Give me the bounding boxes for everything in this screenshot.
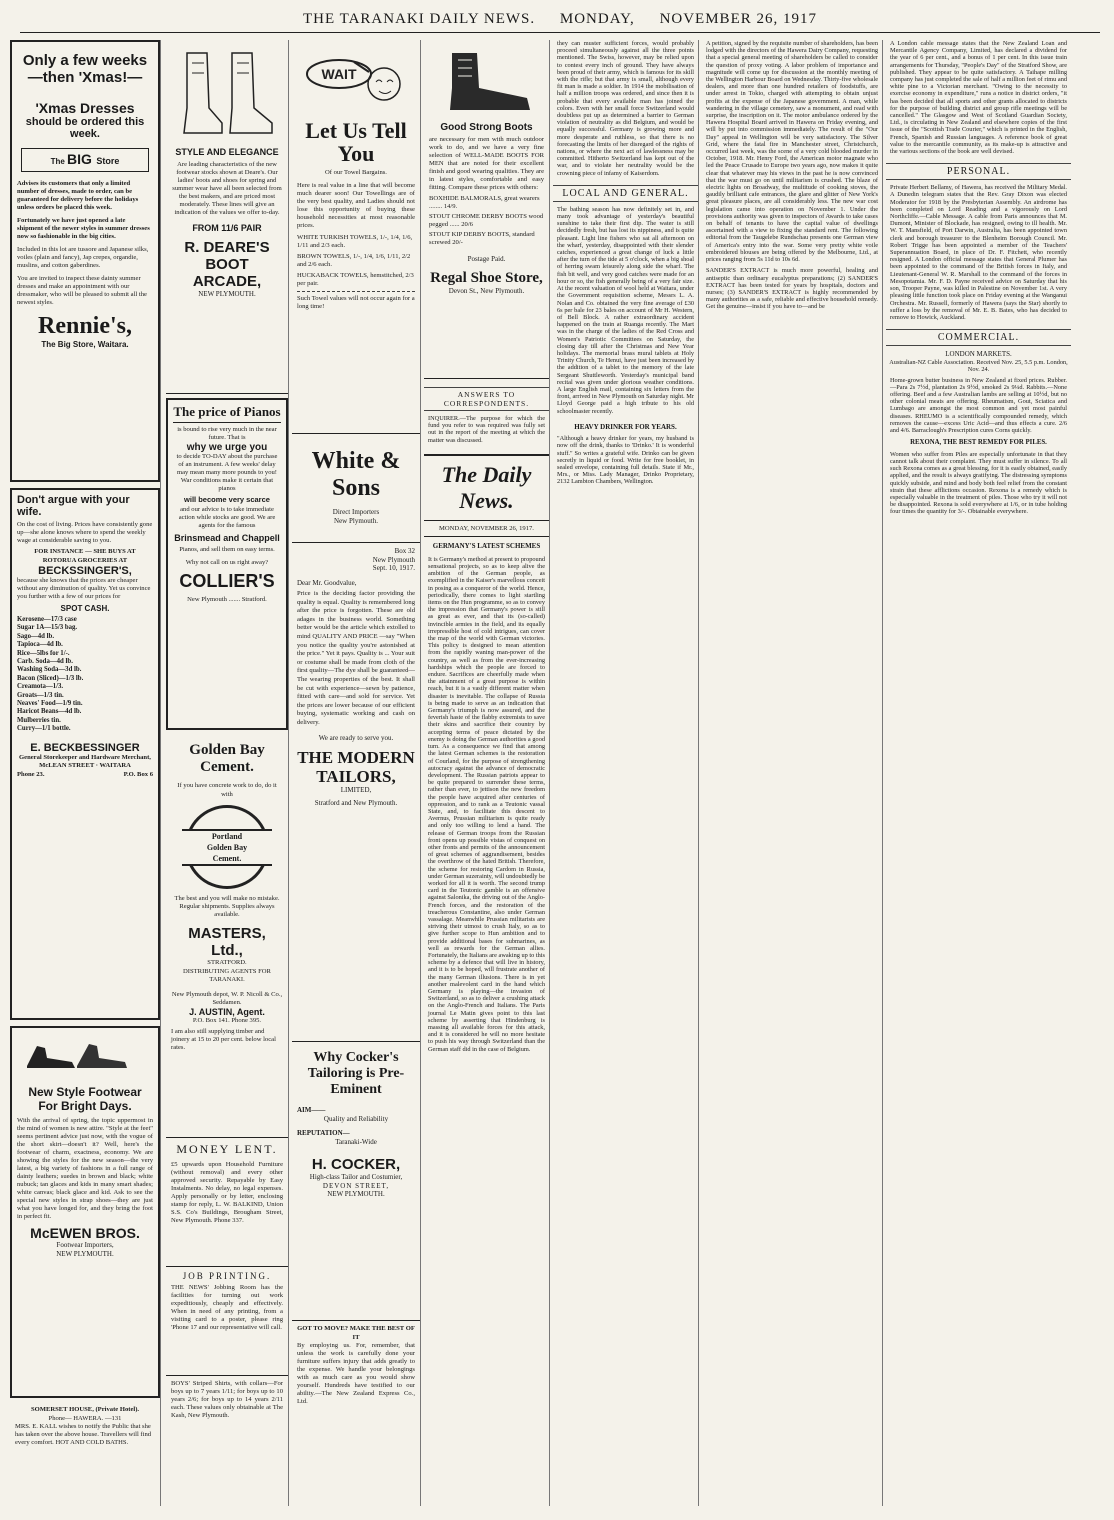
golden-bay-body: If you have concrete work to do, do it with — [177, 782, 277, 798]
argue-headline: Don't argue with your wife. — [17, 494, 130, 518]
daily-news-masthead — [424, 454, 549, 521]
letter-date: Sept. 10, 1917. — [372, 564, 415, 572]
towel-list — [297, 234, 415, 288]
deare-ad — [166, 40, 288, 394]
footwear-body: With the arrival of spring, the topic uppermost in the mind of women is new attire. "Style at the feet" seems pertinent advice just now, with the vogue of the short skirt—doesn't it? Well, here's the footwear of charm, exactness, economy. We are showing the styles for the new season—the very latest, a big variety of fashions in a full range of dainty leathers; suedes in brown and black; white nubuck; tan glaces and kids in many smart shades; white canvas; black glace and kid. Ask to see the special new styles in strap shoes—they are just what you have longed for, and they bring the foot in perfect fit. — [17, 1117, 153, 1220]
cable-line: Australian-NZ Cable Association. Received Nov. 25, 5.5 p.m. London, Nov. 24. — [889, 358, 1068, 374]
golden-bay-logo-text: Portland Golden Bay Cement. — [182, 829, 272, 866]
price-item: Bacon (Sliced)—1/3 lb. — [17, 674, 84, 682]
boys-shirts-body: BOYS' Striped Shirts, with collars—For boys up to 7 years 1/11; for boys up to 10 years 2/6; for boys up to 14 years 2/11 each. These values only obtainable at The Kash, New Plymouth. — [171, 1380, 283, 1419]
price-item: Rice—5lbs for 1/-. — [17, 649, 70, 657]
let-us-tell-you: Let Us Tell You — [305, 118, 407, 166]
beckbessinger-box: P.O. Box 6 — [123, 770, 153, 778]
boys-shirts-ad — [166, 1376, 288, 1424]
cocker-headline: Why Cocker's Tailoring is Pre-Eminent — [307, 1050, 405, 1097]
style-headline: STYLE AND ELEGANCE — [175, 147, 279, 157]
postage-paid: Postage Paid. — [467, 255, 506, 263]
price-item: Kerosene—17/3 case — [17, 616, 77, 623]
boots-item: STOUT CHROME DERBY BOOTS wood pegged ...... 20/6 — [429, 213, 544, 228]
got-to-move-headline: GOT TO MOVE? MAKE THE BEST OF IT — [297, 1325, 415, 1341]
price-from: FROM 11/6 PAIR — [192, 223, 262, 233]
modern-tailors-ad — [292, 543, 420, 1042]
white-sons-town: New Plymouth. — [334, 516, 378, 525]
austin-body: I am also still supplying timber and joinery at 15 to 20 per cent. below local rates. — [171, 1028, 276, 1051]
beckbessinger-address: McLEAN STREET · WAITARA — [39, 762, 131, 770]
brinsmead-sub: Pianos, and sell them on easy terms. — [179, 546, 275, 553]
boots-item: STOUT KIP DERBY BOOTS, standard screwed 20/- — [429, 231, 535, 246]
xmas-headline-1: Only a few weeks — [22, 52, 148, 69]
price-item: Groats—1/3 tin. — [17, 691, 64, 699]
letter-box: Box 32 — [394, 547, 415, 555]
column-7-body-1: A London cable message states that the New Zealand Loan and Mercantile Agency Company, Limited, has declared a dividend for the year of 6 per cent., and a bonus of 1 per cent. In this issue train arrangements for Thursday, "People's Day" of the Stratford Show, are published. They appear to be quite satisfactory. A Taihape milling company has just completed the sale of half a million feet of rimu and white pine to a Victorian merchant. "Owing to the necessity to exercise economy in expenditure," runs a notice in district orders, "it has been decided that all sports and other grants allocated to districts for the purpose of building district and group rifle meetings will be cancelled." The Glasgow and West of Scotland Guardian Society, Ltd., is circulating in New Zealand and elsewhere copies of the first issue of the "Scottish Trade Courier," which is printed in the English, French, Spanish and Russian languages. A reference book of great value to the mercantile community, as its make-up is attractive and the various sections of the book are well devised. — [890, 40, 1067, 156]
somerset-house-ad — [10, 1402, 160, 1451]
column-3 — [292, 40, 421, 1506]
daily-news-date: MONDAY, NOVEMBER 26, 1917. — [424, 525, 549, 538]
colliers-towns: New Plymouth ....... Stratford. — [187, 596, 267, 603]
brinsmead-chappell: Brinsmead and Chappell — [174, 533, 280, 543]
heavy-drinker-heading: HEAVY DRINKER FOR YEARS. — [574, 422, 677, 431]
masthead — [20, 6, 1100, 33]
colliers-name: COLLIER'S — [179, 571, 275, 591]
masthead-date: NOVEMBER 26, 1917 — [659, 11, 817, 27]
masters-agents: DISTRIBUTING AGENTS FOR TARANAKI. — [183, 967, 271, 983]
golden-bay-cement-ad — [166, 734, 288, 1138]
white-sons-name: White & Sons — [311, 448, 401, 501]
london-markets: LONDON MARKETS. — [945, 350, 1012, 359]
boots-list — [429, 195, 544, 247]
colliers-ad — [166, 398, 288, 730]
letter-body: Price is the deciding factor providing the quality is equal. Quality is remembered long after the price is forgotten. These are old adages in the business world. Something better would be the article which extolled to mind QUALITY AND PRICE —say "When you notice the quality you're astonished at the price." Yet it pays. Quality is ... Your suit or costume shall be made from cloth of the first quality—The dye shall be guaranteed—The wearing properties of the best. It shall be cut with experience—sewn by patience, fitted with care—and sold for service. Yet the prices are lower because of our efficient buying, systematic working and cash on delivery. — [297, 590, 415, 726]
price-list — [17, 616, 153, 734]
heavy-drinker-body: "Although a heavy drinker for years, my husband is now off the drink, thanks to 'Drinko.' It is wonderful stuff." So writes a grateful wife. Drinko can be given secretly in liquid or food. Write for free booklet, in sealed envelope, containing full details. State if Mr., Mrs., or Miss. Lady Manager, Drinko Proprietary, 2132 Lambton Chambers, Wellington. — [557, 435, 694, 486]
got-to-move-body: By employing us. For, remember, that unless the work is carefully done your furniture suffers injury that adds greatly to the expense. We handle your belongings with as much care as you would show yourself. Hundreds have testified to our ability.—The New Zealand Express Co., Ltd. — [297, 1342, 415, 1405]
beckbessinger-contact — [17, 771, 153, 780]
mcewen-town: NEW PLYMOUTH. — [56, 1249, 114, 1258]
answers-body: INQUIRER.—The purpose for which the fund you refer to was required was fully set out in the report of the meeting at which the matter was discussed. — [428, 415, 545, 444]
piano-body-1: is bound to rise very much in the near future. That is — [177, 426, 277, 441]
style-body: Are leading characteristics of the new footwear stocks shown at Deare's. Our ladies' boots and shoes for spring and summer wear have all been selected from the best makers, and are priced most moderately. These lines will give an indication of the values we offer to-day. — [172, 161, 282, 216]
beckbessinger-body: because she knows that the prices are cheaper without any diminution of quality. Yet us convince you further with a few of our prices for — [17, 577, 151, 600]
boots-headline: Good Strong Boots — [440, 122, 533, 133]
daily-news-title: The Daily News. — [441, 461, 532, 513]
beckbessinger-phone: Phone 23. — [17, 770, 45, 778]
letter-close: We are ready to serve you. — [318, 733, 394, 742]
towel-body: Here is real value in a line that will become much dearer soon! Our Towellings are of the very best quality, and Ladies should not lose this opportunity of buying these household necessities at most reasonable prices. — [297, 181, 415, 229]
job-printing-headline: JOB PRINTING. — [182, 1271, 272, 1281]
footwear-headline: New Style Footwear For Bright Days. — [28, 1085, 142, 1113]
masthead-title: THE TARANAKI DAILY NEWS. — [303, 11, 536, 27]
modern-tailors-ltd: LIMITED, — [340, 786, 372, 794]
money-lent-headline: MONEY LENT. — [176, 1142, 278, 1156]
regal-shoe-store-ad — [424, 40, 549, 379]
letter-place: New Plymouth — [372, 555, 415, 564]
rexona-body: Women who suffer from Piles are especially unfortunate in that they cannot talk about their complaint. They must suffer in silence. To all such Rexona comes as a great blessing, for it is easily obtained, easily applied, and the result is always gratifying. The distressing symptoms quickly subside, and mind and body both feel relief from the constant strain that these afflictions occasion. Rexona is a remedy which is especially valuable in the treatment of piles. Those who try it will not be disappointed. Rexona is sold everywhere at 1/6, or in tube holding four times the quantity for 3/-. Obtainable everywhere. — [890, 450, 1067, 516]
wait-label: WAIT — [321, 66, 356, 82]
reputation-sub: Taranaki-Wide — [335, 1137, 377, 1146]
column-6-body-1: A petition, signed by the requisite number of shareholders, has been lodged with the directors of the Hawera Dairy Company, requesting that a special general meeting of shareholders be called to consider the question of proxy voting. A labor problem of importance and magnitude will come up for discussion at the monthly meeting of the Wellington Harbour Board on Wednesday. Thirty-five wholesale dealers, and more than one hundred retailers of foodstuffs, are under arrest in Tokio, charged with attempting to obtain unjust profits at the expense of the Japanese government. A man, while wandering in the village cemetery, saw a monument, and read with surprise, the inscription on it. The motor ambulance ordered by the Hawera Hospital Board arrived in Hawera on Friday evening, and will by put into commission immediately. The result of the "Our Day" appeal in Wellington will be very satisfactory. The Silver Grid, where the fatal fire in Manchester street, Christchurch, occurred last week, was the scene of a very cold blooded murder in October, 1918. Mr. Henry Ford, the American motor magnate who led the Peace Crusade to Europe two years ago, now makes it quite clear that whatever may his views in the past he is now convinced that the war must go on until militarism is crushed. The blaze of electric lights on Broadway, the multitude of cooking stoves, the gaudily brilliant cafe entrances, the glare and glitter of New York's great pleasure places, are all considerably less. The new war cost legislation came into operation on November 1. Under the provisions authority was given to inspectors of Awards to take cases on behalf of tenants to have the capital value of dwellings ascertained with a view to fixing the standard rent. The following editorial from the Taugelebe Rundschau presents one German view of America's entry into the war. Some very pretty white voile embroidered blouses are being offered by the Melbourne, Ltd., at prices ranging from 5s 11d to 10s 6d. — [706, 40, 878, 264]
xmas-headline-2: —then 'Xmas!— — [27, 69, 143, 86]
rexona-heading: REXONA, THE BEST REMEDY FOR PILES. — [910, 439, 1047, 447]
modern-tailors-name: THE MODERN TAILORS, — [297, 748, 415, 786]
masters-name: MASTERS, Ltd., — [188, 925, 266, 959]
price-item: Curry—1/1 bottle. — [17, 725, 71, 733]
aim-sub: Quality and Reliability — [323, 1114, 389, 1123]
germany-body: It is Germany's method at present to propound sensational projects, so as to keep alive the ambition of the German people, as exemplified in the Kaiser's marvellous conceit in posing as a conqueror of the world. Hence, periodically, there comes to light startling items on the Hun programme, so as to convey the impression that Germany's power is still as great as ever, and that its (so-called) invincible armies in the field, and its equally irrepressible host of cold intrigues, can cover the map of the world with German victories. This policy is designed to mean attention from the rapidly waning man-power of the country, as well as from the ever-increasing hardships which the people are forced to endure. Sacrifices are cheerfully made when the attainment of a great purpose is within reach, but it is a vastly different matter when disaster is inevitable. The collapse of Russia is being made to serve as an indication that Germany's triumph is now assured, and the feverish haste of the flabby extremists to save their skins and sacrifice their country by accepting terms of peace dictated by the enemy is doing the German authorities a good turn. As a consequence we find that among the latest German schemes is the restoration of Courland, for the purpose of strengthening autocracy against the advance of democratic development. The Russian patriots appear to be quite prepared to surrender these terms, rather than ever, to jettison the new freedom the people have acquired after centuries of oppression, and to rank as a Teutonic vassal State, and, to facilitate this descent to Avernus, Prussian militarism is quite ready and only too willing to lend a hand. The release of German troops from the Russian front opens up possible vistas of conquest on other fronts and permits of the announcement of great schemes of aggrandisement, besides the overthrow of the hated British. Therefore, the scheme for restoring Cardom in Russia, under German suzerainty, will undoubtedly be worked for all it is worth. The second trump card in the Teutonic gamble is an offensive against Salonika, the driving out of the Anglo-French forces, and the restoration of the treacherous Constantine, also under German vassalage. Meanwhile Prussian militarists are striving their utmost to crush Italy, so as to give further scope to Hun ambition and to provide additional bases for submarines, as well as rewards for the German allies. Fortunately, the Italians are awaking up to this scheme by a defence that will live in history, and it is to be hoped, will frustrate another of the many German illusions. There is in yet another malevolent card in the hand which Germany is playing—the invasion of Switzerland, so as to deliver a crushing attack on the Anglo-French and Italians. The Paris journal Le Matin gives point to this last scheme by asserting that Hindenburg is massing all available forces for this attack, and it is considered he will no more hesitate to push his way through Switzerland than the German staff did in the case of Belgium. — [428, 555, 545, 1053]
money-lent-ad — [166, 1138, 288, 1267]
beckbessinger-name: E. BECKBESSINGER — [30, 741, 140, 754]
xmas-dresses-heading: 'Xmas Dresses — [35, 100, 135, 116]
boots-item: BOXHIDE BALMORALS, great wearers ........ 14/9. — [429, 195, 540, 210]
wait-illustration-icon — [299, 44, 414, 119]
golden-bay-logo — [185, 805, 269, 889]
piano-why: why we urge you — [186, 442, 268, 453]
regal-town: Devon St., New Plymouth. — [448, 286, 525, 295]
price-item: Tapioca—4d lb. — [17, 641, 63, 649]
mcewen-sub: Footwear Importers, — [56, 1241, 114, 1249]
golden-bay-best: The best and you will make no mistake. Regular shipments. Supplies always available. — [174, 895, 280, 918]
white-sons-sub: Direct Importers — [332, 508, 380, 516]
spot-cash: SPOT CASH. — [60, 604, 110, 613]
invited-text: You are invited to inspect these dainty summer dresses and make an appointment with our dressmaker, who will be pleased to submit all the newest styles. — [17, 275, 147, 306]
somerset-line: Phone— HAWERA. —131 — [48, 1414, 122, 1422]
rennies-ad — [10, 40, 160, 482]
price-item: Creamota—1/3. — [17, 683, 64, 691]
column-2 — [166, 40, 289, 1506]
commercial-body: Home-grown butter business in New Zealand at fixed prices. Rubber.—Para 2s 7½d, plantation 2s 9½d, smoked 2s 9¼d. Rabbits.—None offering. Beef and a few Australian lambs are selling at 10½d, but no other colonial meats are offering. Rheumatism, Gout, Sciatica and Lumbago are amongst the most common and yet most painful diseases. RHEUMO is a scientifically compounded remedy, which removes the cause—excess Uric Acid—and thus effects a cure. 2/6 and 4/6. Barraclough's Prescription cures Corns quickly. — [890, 376, 1067, 435]
argue-body: On the cost of living. Prices have consistently gone up—she alone knows where to spend the weekly wage at considerable saving to you. — [17, 521, 153, 544]
local-general-heading: LOCAL AND GENERAL. — [553, 185, 698, 202]
column-4 — [424, 40, 550, 1506]
towel-item: HUCKABACK TOWELS, hemstitched, 2/3 per pair. — [297, 271, 414, 287]
beckbessinger-big: BECKSSINGER'S, — [38, 565, 132, 577]
letter-salutation: Dear Mr. Goodvalue, — [297, 578, 357, 587]
reputation-label: REPUTATION— — [297, 1129, 350, 1137]
cocker-town: NEW PLYMOUTH. — [327, 1190, 385, 1198]
austin-name: J. AUSTIN, Agent. — [189, 1006, 265, 1017]
beckbessinger-trade: General Storekeeper and Hardware Merchant, — [19, 753, 151, 761]
xmas-order-note: should be ordered this week. — [25, 116, 145, 140]
price-item: Mulberries tin. — [17, 716, 61, 724]
job-printing-body: THE NEWS' Jobbing Room has the facilities for turning out work expeditiously, cheaply and effectively. When in need of any printing, from a visiting card to a poster, please ring 'Phone 17 and our representative will call. — [171, 1284, 283, 1331]
masthead-day: MONDAY, — [559, 11, 635, 27]
aim-label: AIM—— — [297, 1106, 326, 1114]
advises-text: Advises its customers that only a limited number of dresses, made to order, can be guaranteed for delivery before the holidays unless orders be placed this week. — [17, 180, 139, 211]
towel-item: WHITE TURKISH TOWELS, 1/-, 1/4, 1/6, 1/11 and 2/3 each. — [297, 233, 413, 249]
rennies-sub: The Big Store, Waitara. — [41, 340, 129, 349]
job-printing-ad — [166, 1267, 288, 1376]
personal-heading: PERSONAL. — [886, 163, 1071, 180]
beckbessinger-ad — [10, 488, 160, 1020]
deare-town: NEW PLYMOUTH. — [198, 290, 256, 298]
big-store-logo: The BIG Store — [21, 148, 149, 172]
towel-note: Such Towel values will not occur again for a long time! — [297, 294, 415, 310]
masters-depot: New Plymouth depot, W. P. Nicoll & Co., Seddamen. — [171, 990, 283, 1006]
germany-heading: GERMANY'S LATEST SCHEMES — [432, 542, 541, 551]
column-5-body-2: The bathing season has now definitely set in, and many took advantage of yesterday's beautiful sunshine to take their first dip. The water is still decidedly fresh, but has lost its nippiness, and is quite pleasant. Light line fishers who sat all afternoon on the wharf, yesterday, disappointed with their slender catches, experienced a great change of luck a little after the turn of the tide at 5 o'clock, when a big shoal of herring swam leisurely along side the wharf. The fish bit well, and very good catches were made for an hour or so, the fish generally being of a very fair size. At the recent valuation of wool held at Waitara, under the Government requisition scheme, Messrs L. A. Nolan and Co. obtained the very fine average of £30 6s per bale for 23 bales on account of Mr H. Western, of Bell Block. A rather extraordinary accident happened on the train at Ruanga recently. The Mart was in the charge of the ladies of the Red Cross and Women's Patriotic Committees on Saturday, the closing day till after the Christmas and New Year holidays. The memorial brass mural tablets at Holy Trinity Church, Te Henui, have just been increased by the addition of a tablet to the memory of the late Sergeant Shuttleworth. Yesterday's municipal band recital was given under glorious weather conditions. A large English mail, containing six letters from the front, arrived in New Plymouth on Saturday night. Mr Lloyd George paid a high tribute to his old schoolmaster recently. — [557, 205, 694, 415]
included-text: Included in this lot are tussore and Japanese silks, voiles (plain and fancy), Jap crepes, organdie, muslins, and cotton gaberdines. — [17, 246, 149, 269]
answers-heading: ANSWERS TO CORRESPONDENTS. — [424, 387, 549, 411]
masters-town: STRATFORD. — [207, 959, 247, 966]
column-7 — [886, 40, 1071, 1506]
price-item: Haricot Beans—4d lb. — [17, 708, 82, 716]
golden-bay-headline: Golden Bay Cement. — [189, 742, 265, 775]
white-sons-name-block — [292, 434, 420, 543]
piano-headline: The price of Pianos — [173, 404, 281, 423]
price-item: Carb. Soda—4d lb. — [17, 658, 73, 666]
cocker-name: H. COCKER, — [311, 1156, 401, 1173]
got-to-move-ad — [292, 1321, 420, 1410]
column-6 — [702, 40, 883, 1506]
mcewen-ad — [10, 1026, 160, 1398]
fortunately-text: Fortunately we have just opened a late shipment of the newer styles in summer dresses now so fashionable in the big cities. — [17, 217, 150, 240]
cocker-ad — [292, 1042, 420, 1321]
price-item: Washing Soda—3d lb. — [17, 666, 82, 674]
piano-scarce: will become very scarce — [184, 495, 270, 504]
austin-box: P.O. Box 141. Phone 395. — [192, 1016, 262, 1024]
deare-name: R. DEARE'S BOOT ARCADE, — [184, 239, 270, 290]
cocker-trade: High-class Tailor and Costumier, — [309, 1173, 403, 1181]
boots-illustration-icon — [172, 48, 282, 143]
column-5-body-1: they can muster sufficient forces, would probably proceed simultaneously against all the three points mentioned. The Swiss, however, may be relied upon to contest every inch of ground. They have always been proud of their army, which is famous for its skill with the rifle; but that army is small, although every fit man is made a soldier. In 1914 the mobilisation of half a million troops was ordered, and since then it is probable that every available man has joined the colors. Even with her small force Switzerland would doubtless put up as determined a barrier to German violation of neutrality as did Belgium, and would be equally successful. Germany is growing more and more desperate and ruthless, so that there is no forecasting the limits of her disregard of the rights of nations, or where the next act of lawlessness may be committed. Hitherto Switzerland has kept out of the war, and to violate her neutrality would be the crowning piece of infamy of Kaiserdom. — [557, 40, 694, 177]
towel-bargains: Of our Towel Bargains. — [325, 169, 387, 176]
sanders-extract: SANDER'S EXTRACT is much more powerful, healing and antiseptic than ordinary eucalyptus preparations; (2) SANDER'S EXTRACT has been tested for years by hospitals, doctors and nurses; (3) SANDER'S EXTRACT is highly recommended by many authorities as a safe, reliable and effective household remedy. Get the genuine—insist if you have to—and be — [706, 267, 878, 311]
somerset-body: MRS. E. KALL wishes to notify the Public that she has taken over the above house. Travellers will find every comfort. HOT AND COLD BATHS. — [15, 1423, 152, 1446]
boot-illustration-icon — [432, 48, 542, 118]
column-1 — [10, 40, 161, 1506]
commercial-heading: COMMERCIAL. — [886, 329, 1071, 346]
price-item: Sago—4d lb. — [17, 632, 55, 640]
instance-line: FOR INSTANCE — SHE BUYS AT ROTORUA GROCERIES AT — [34, 548, 136, 564]
cocker-street: DEVON STREET, — [322, 1181, 390, 1190]
column-5 — [553, 40, 699, 1506]
piano-body-3: and our advice is to take immediate action while stocks are good. We are agents for the famous — [178, 506, 276, 529]
boots-body: are necessary for men with much outdoor work to do, and we have a very fine selection of WELL-MADE BOOTS FOR MEN that are noted for their excellent finish and good wearing qualities. They are in latest styles, comfortable and easy fitting. Compare these prices with others: — [429, 136, 544, 191]
towel-item: BROWN TOWELS, 1/-, 1/4, 1/6, 1/11, 2/2 and 2/6 each. — [297, 252, 411, 268]
price-item: Neaves' Food—1/9 tin. — [17, 700, 83, 708]
money-lent-body: £5 upwards upon Household Furniture (without removal) and every other approved security. Repayable by Easy Instalments. No delay, no legal expenses. Apply personally or by letter, enclosing stamp for reply, L. W. BALKIND, Union S.S. Co's Buildings, Brougham Street, New Plymouth. Phone 337. — [171, 1161, 283, 1224]
modern-tailors-town: Stratford and New Plymouth. — [314, 798, 398, 807]
white-sons-ad — [292, 40, 420, 434]
regal-name: Regal Shoe Store, — [430, 269, 543, 286]
shoe-illustration-icon — [17, 1036, 137, 1076]
call-line: Why not call on us right away? — [185, 558, 269, 566]
rennies-name: Rennie's, — [37, 313, 132, 339]
somerset-title: SOMERSET HOUSE, (Private Hotel). — [30, 1406, 140, 1413]
mcewen-name: McEWEN BROS. — [30, 1225, 140, 1241]
personal-body: Private Herbert Bellamy, of Hawera, has received the Military Medal. A Dunedin telegram states that the Rev. Gray Dixon was elected Moderator for 1918 by the Presbyterian Assembly. An airdrome has been completed on Lord Reading and a vigorously on Lord Northcliffe.—Cable Message. A cable from Paris announces that M. Dumont, Minister of Blockade, has resigned, owing to ill health. Mr. W. T. Mansfield, of Port Darwin, Australia, has been appointed town clerk and borough treasurer to the Blenheim Borough Council. Mr. Robert Trigge has been appointed a member of the Teachers' Superannuation Board, in place of Dr. F. Fitchett, who recently resigned. A London official message states that General Plumer has been appointed to the command of the British forces in Italy, and Lieutenant-General W. R. Marshall to the command of the forces in Mesopotamia. Mr. F. D. Payne received advice on Saturday that his son, Trooper Payne, was killed in Palestine on November 1st. A very pleasing little function took place on Friday evening at the Wanganui Orchestra. Mr. Russell, formerly of Hawera (says the Star) shortly to suffer a loss by the removal of Mr. E. B. Bates, who has decided to remove to Howick, Auckland. — [890, 184, 1067, 321]
price-item: Sugar 1A—15/3 bag. — [17, 624, 78, 632]
piano-body-2: to decide TO-DAY about the purchase of an instrument. A few weeks' delay may mean many more pounds to you! War conditions make it certain that pianos — [176, 453, 278, 492]
